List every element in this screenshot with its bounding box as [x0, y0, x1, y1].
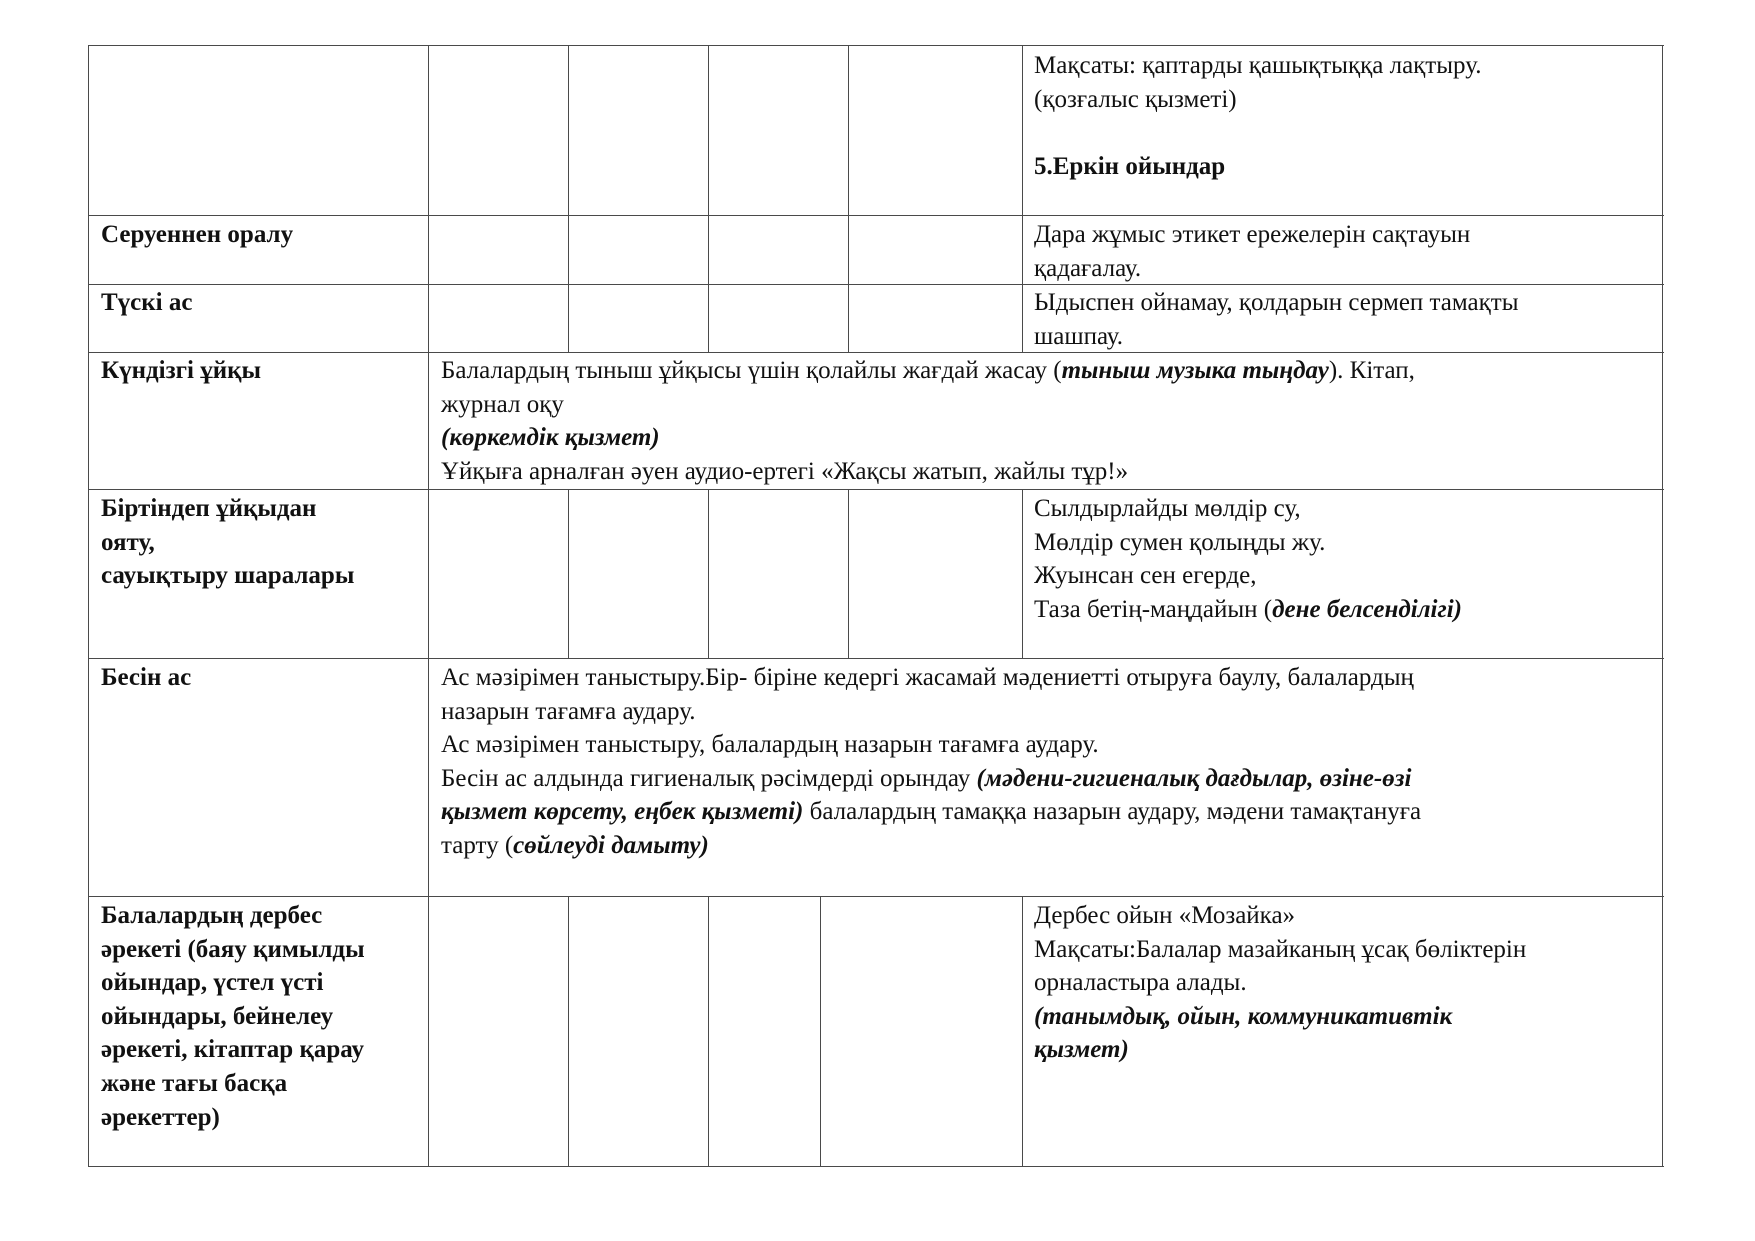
column-divider	[708, 489, 709, 658]
row-divider	[88, 215, 1664, 216]
row-divider	[88, 658, 1664, 659]
column-divider	[428, 45, 429, 1166]
table-border-right	[1662, 45, 1663, 1166]
row1-activity-type: (қозғалыс қызметі)	[1034, 85, 1237, 113]
row7-label: Балалардың дербес әрекеті (баяу қимылды ойындар, үстел үсті ойындары, бейнелеу әрекеті, кітаптар қарау және тағы басқа әрекеттер)	[101, 902, 365, 1131]
row1-activity-cell	[1034, 49, 1481, 183]
row2-label: Серуеннен оралу	[101, 221, 294, 248]
row7-activity-cell: Дербес ойын «Мозайка» Мақсаты:Балалар мазайканың ұсақ бөліктерін орналастыра алады. (танымдық, ойын, коммуникативтік қызмет)	[1034, 902, 1527, 1064]
row6-label: Бесін ас	[101, 664, 192, 691]
column-divider	[848, 489, 849, 658]
column-divider	[1022, 896, 1023, 1166]
row1-free-games-heading: 5.Еркін ойындар	[1034, 152, 1226, 180]
column-divider	[820, 896, 821, 1166]
row-divider	[88, 896, 1664, 897]
row5-label: Біртіндеп ұйқыдан ояту, сауықтыру шаралары	[101, 495, 355, 590]
column-divider	[708, 896, 709, 1166]
column-divider	[1022, 45, 1023, 352]
table-border-left	[88, 45, 89, 1166]
column-divider	[568, 45, 569, 352]
column-divider	[1022, 489, 1023, 658]
row3-activity-cell: Ыдыспен ойнамау, қолдарын сермеп тамақты шашпау.	[1034, 289, 1519, 350]
row6-merged-cell: Ас мәзірімен таныстыру.Бір- біріне кедергі жасамай мәдениетті отыруға баулу, балалардың назарын тағамға аудару. Ас мәзірімен таныстыру, балалардың назарын тағамға аудару. Бесін ас алдында гигиеналық рәсімдерді орындау (мәдени-гигиеналық дағдылар, өзіне-өзі қызмет көрсету, еңбек қызметі) балалардың тамаққа назарын аудару, мәдени тамақтануға тарту (сөйлеуді дамыту)	[441, 664, 1422, 859]
row4-label: Күндізгі ұйқы	[101, 357, 262, 384]
row2-activity-cell: Дара жұмыс этикет ережелерін сақтауын қадағалау.	[1034, 221, 1471, 282]
column-divider	[848, 45, 849, 352]
column-divider	[568, 896, 569, 1166]
table-border-top	[88, 45, 1664, 46]
row5-activity-cell: Сылдырлайды мөлдір су, Мөлдір сумен қолыңды жу. Жуынсан сен егерде, Таза бетің-маңдайын (дене белсенділігі)	[1034, 495, 1462, 623]
row4-merged-cell: Балалардың тыныш ұйқысы үшін қолайлы жағдай жасау (тыныш музыка тыңдау). Кітап, журнал оқу (көркемдік қызмет) Ұйқыға арналған әуен аудио-ертегі «Жақсы жатып, жайлы тұр!»	[441, 357, 1415, 485]
column-divider	[708, 45, 709, 352]
row3-label: Түскі ас	[101, 289, 193, 316]
row1-goal-line: Мақсаты: қаптарды қашықтыққа лақтыру.	[1034, 52, 1482, 79]
table-border-bottom	[88, 1166, 1664, 1167]
column-divider	[568, 489, 569, 658]
row-divider	[88, 489, 1664, 490]
